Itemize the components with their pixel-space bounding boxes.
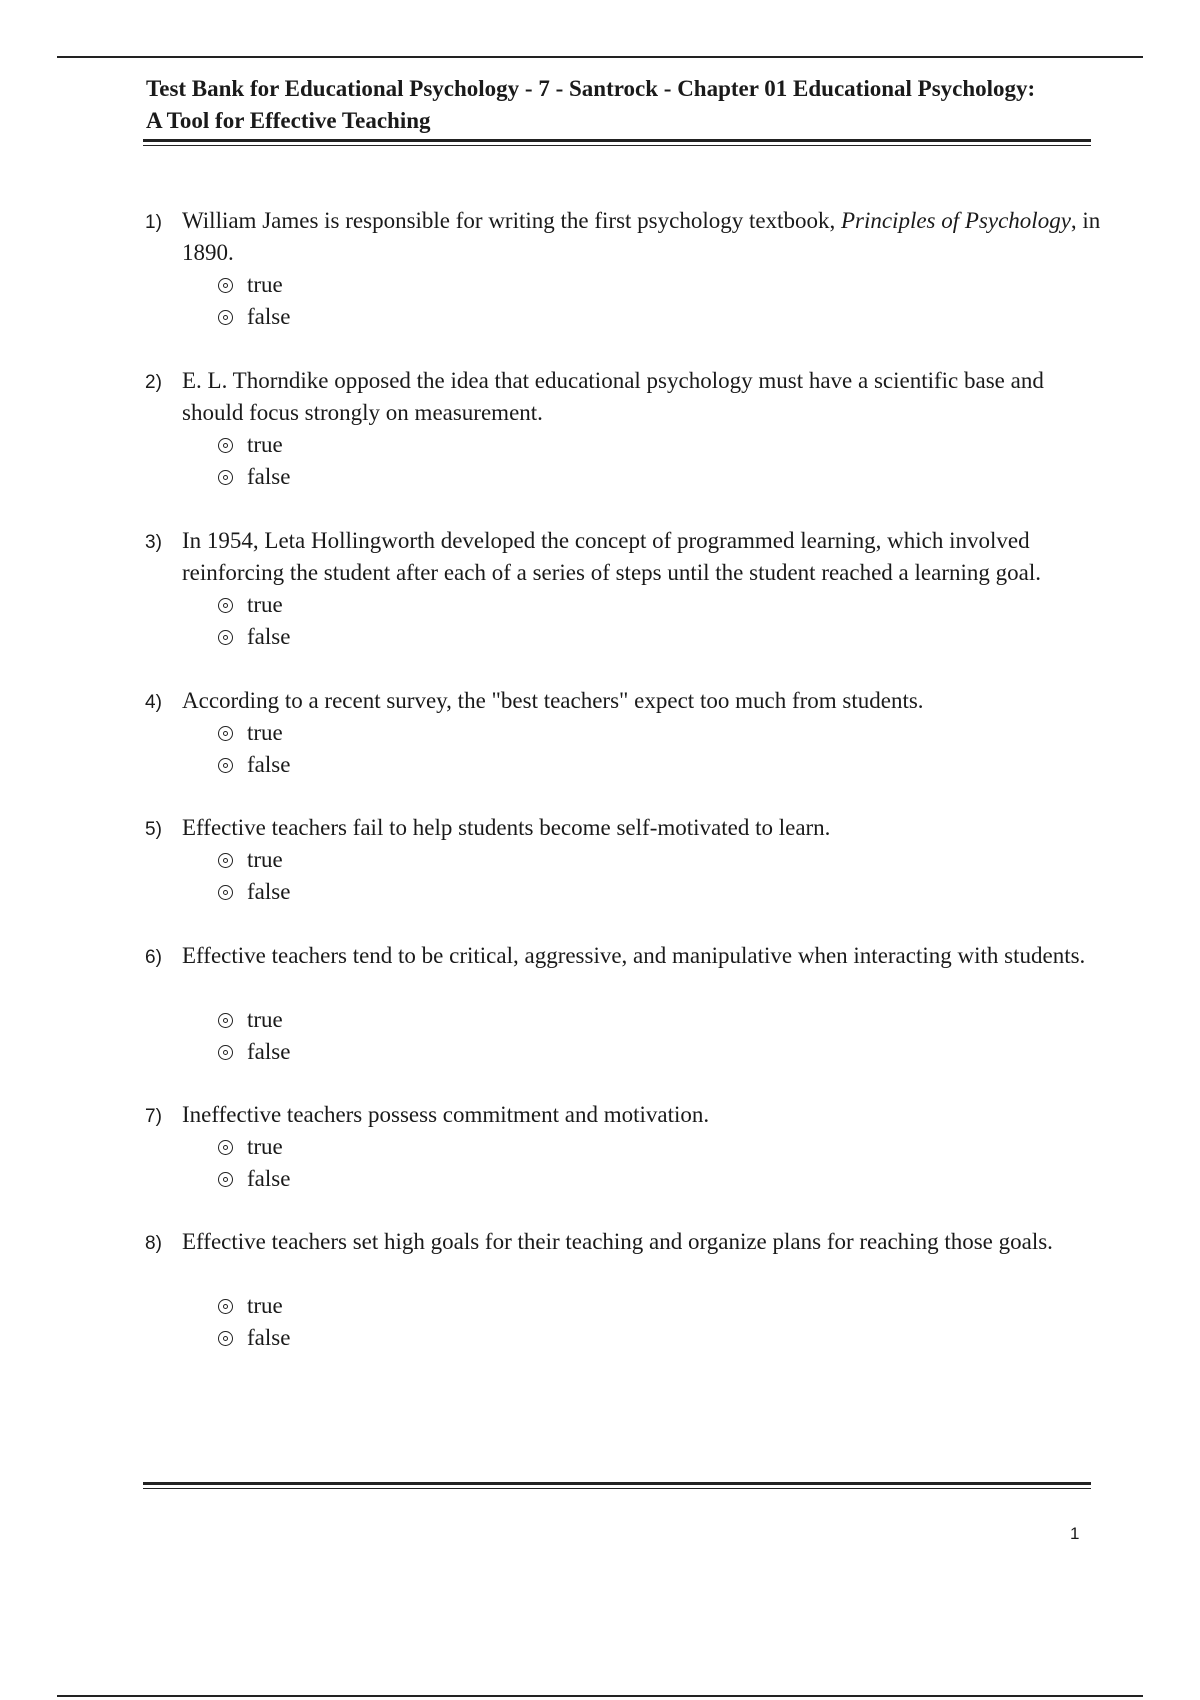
radio-icon[interactable]: [218, 1331, 233, 1346]
radio-icon[interactable]: [218, 598, 233, 613]
option-false[interactable]: false: [218, 621, 290, 653]
option-true[interactable]: true: [218, 1004, 290, 1036]
question-text: Ineffective teachers possess commitment and motivation.: [182, 1102, 710, 1127]
option-false[interactable]: false: [218, 1163, 290, 1195]
radio-icon[interactable]: [218, 853, 233, 868]
header-divider: [143, 139, 1091, 146]
question-number: 8): [145, 1233, 162, 1254]
header-title-line-2: A Tool for Effective Teaching: [146, 108, 431, 133]
options-group: [145, 1290, 290, 1354]
question-text: Effective teachers set high goals for their teaching and organize plans for reaching those goals.: [182, 1229, 1053, 1254]
top-page-rule: [57, 56, 1143, 58]
option-true[interactable]: true: [218, 269, 290, 301]
option-true[interactable]: true: [218, 717, 290, 749]
radio-icon[interactable]: [218, 726, 233, 741]
question-text: According to a recent survey, the "best teachers" expect too much from students.: [182, 688, 924, 713]
question-text: Effective teachers fail to help students become self-motivated to learn.: [182, 815, 831, 840]
option-false[interactable]: false: [218, 461, 290, 493]
option-true[interactable]: true: [218, 1290, 290, 1322]
page-header: [146, 73, 1096, 137]
option-false[interactable]: false: [218, 876, 290, 908]
options-group: [145, 269, 290, 333]
radio-icon[interactable]: [218, 1045, 233, 1060]
radio-icon[interactable]: [218, 1140, 233, 1155]
radio-icon[interactable]: [218, 630, 233, 645]
option-true[interactable]: true: [218, 844, 290, 876]
question-number: 6): [145, 947, 162, 968]
option-false[interactable]: false: [218, 749, 290, 781]
page-number: 1: [1070, 1524, 1080, 1543]
option-false[interactable]: false: [218, 1036, 290, 1068]
radio-icon[interactable]: [218, 1299, 233, 1314]
footer-divider: [143, 1482, 1091, 1489]
question-text: Effective teachers tend to be critical, aggressive, and manipulative when interacting with students.: [182, 943, 1086, 968]
radio-icon[interactable]: [218, 470, 233, 485]
question-number: 3): [145, 532, 162, 553]
question-number: 1): [145, 212, 162, 233]
question-number: 4): [145, 692, 162, 713]
options-group: [145, 1131, 290, 1195]
options-group: [145, 1004, 290, 1068]
question-text: E. L. Thorndike opposed the idea that educational psychology must have a scientific base and should focus strongly on measurement.: [182, 368, 1044, 425]
options-group: [145, 844, 290, 908]
bottom-page-rule: [57, 1695, 1143, 1697]
radio-icon[interactable]: [218, 438, 233, 453]
radio-icon[interactable]: [218, 278, 233, 293]
option-true[interactable]: true: [218, 429, 290, 461]
option-false[interactable]: false: [218, 1322, 290, 1354]
radio-icon[interactable]: [218, 758, 233, 773]
question-text: William James is responsible for writing the first psychology textbook, Principles of Psychology, in 1890.: [182, 208, 1101, 265]
option-true[interactable]: true: [218, 1131, 290, 1163]
header-title-line-1: Test Bank for Educational Psychology - 7 - Santrock - Chapter 01 Educational Psychology:: [146, 76, 1036, 101]
question-number: 2): [145, 372, 162, 393]
radio-icon[interactable]: [218, 1013, 233, 1028]
book-title: Principles of Psychology: [840, 208, 1071, 233]
radio-icon[interactable]: [218, 310, 233, 325]
option-false[interactable]: false: [218, 301, 290, 333]
question-number: 5): [145, 819, 162, 840]
options-group: [145, 717, 290, 781]
options-group: [145, 589, 290, 653]
options-group: [145, 429, 290, 493]
radio-icon[interactable]: [218, 1172, 233, 1187]
question-text: In 1954, Leta Hollingworth developed the concept of programmed learning, which involved reinforcing the student after each of a series of steps until the student reached a learning goal.: [182, 528, 1041, 585]
radio-icon[interactable]: [218, 885, 233, 900]
option-true[interactable]: true: [218, 589, 290, 621]
question-number: 7): [145, 1106, 162, 1127]
